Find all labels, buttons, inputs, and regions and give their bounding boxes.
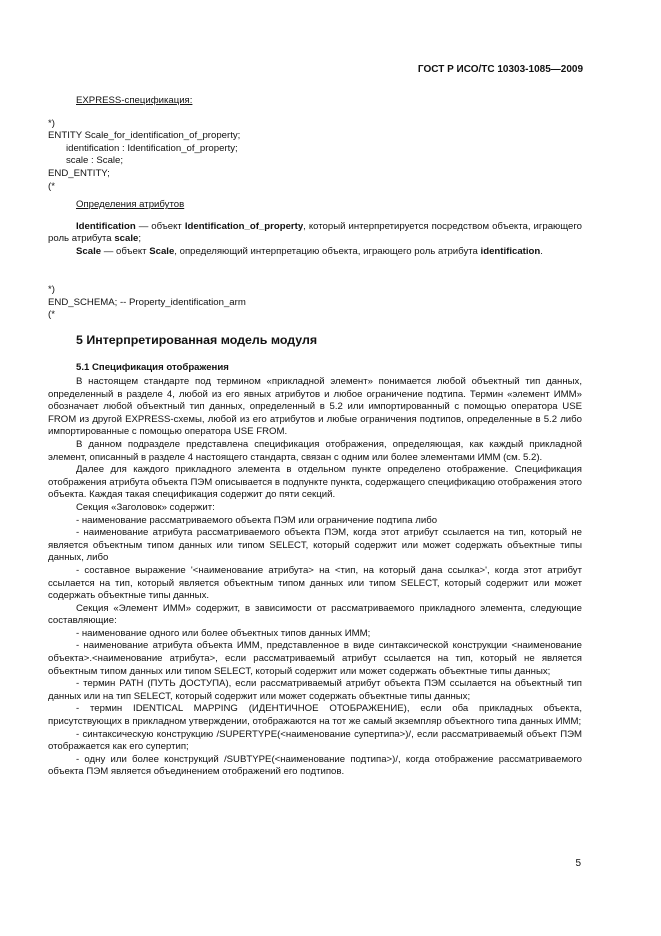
list-item: - термин PATH (ПУТЬ ДОСТУПА), если рассматриваемый атрибут объекта ПЭМ ссылается на объектный тип данных или на тип SELECT, который содержит или может содержать объектные типы данных;: [48, 678, 582, 702]
paragraph: Секция «Элемент ИММ» содержит, в зависимости от рассматриваемого прикладного элемента, следующие составляющие:: [48, 602, 582, 627]
document-id-header: ГОСТ Р ИСО/ТС 10303-1085—2009: [417, 64, 583, 75]
code-line: identification : Identification_of_property;: [66, 142, 238, 154]
attribute-definitions-block: [48, 199, 582, 258]
page-number: 5: [575, 858, 581, 869]
attribute-definition-identification: Identification — объект Identification_of_property, который интерпретируется посредством объекта, играющего роль атрибута scale;: [48, 220, 582, 245]
section-5-1-heading: 5.1 Спецификация отображения: [76, 362, 229, 373]
attribute-definitions-label: Определения атрибутов: [76, 199, 185, 210]
paragraph: В настоящем стандарте под термином «прикладной элемент» понимается любой объектный тип данных, определенный в разделе 4, любой из его явных атрибутов и любое ограничение подтипа. Термин «элемент ИММ» обозначает любой объектный тип данных, определенный в 5.2 или импортированный с помощью оператора USE FROM из другой EXPRESS-схемы, любой из его атрибутов и любые ограничения подтипов, определенные в 5.2 либо импортированные с помощью оператора USE FROM.: [48, 376, 582, 438]
list-item: - наименование атрибута рассматриваемого объекта ПЭМ, когда этот атрибут ссылается на тип, который не является объектным типом данных или типом SELECT, который содержит или может содержать объектные типы данных, либо: [48, 527, 582, 564]
list-item: - термин IDENTICAL MAPPING (ИДЕНТИЧНОЕ ОТОБРАЖЕНИЕ), если оба прикладных объекта, присутствующих в прикладном утверждении, отображаются на тот же самый экземпляр объектного типа данных ИММ;: [48, 703, 582, 728]
express-spec-label: EXPRESS-спецификация:: [76, 95, 193, 106]
list-item: - наименование рассматриваемого объекта ПЭМ или ограничение подтипа либо: [76, 514, 438, 526]
list-item: - синтаксическую конструкцию /SUPERTYPE(<наименование супертипа>)/, если рассматриваемый объект ПЭМ отображается как его супертип;: [48, 728, 582, 753]
section-5-1-body: [48, 376, 582, 779]
code-line: END_SCHEMA; -- Property_identification_arm: [48, 296, 246, 308]
list-item: - одну или более конструкций /SUBTYPE(<наименование подтипа>)/, когда отображение рассматриваемого объекта ПЭМ является объединением отображений его подтипов.: [48, 753, 582, 778]
list-item: - наименование атрибута объекта ИММ, представленное в виде синтаксической конструкции <наименование объекта>.<наименование атрибута>, если рассматриваемый атрибут ссылается на тип, который не является объектным типом данных или типом SELECT, который содержит или может содержать объектные типы данных;: [48, 640, 582, 677]
code-line: *): [48, 117, 55, 129]
list-item: - составное выражение '<наименование атрибута> на <тип, на который дана ссылка>', когда этот атрибут ссылается на тип, который является объектным типом данных или типом SELECT, который содержит или может содержать объектные типы данных.: [48, 564, 582, 602]
code-line: (*: [48, 309, 55, 321]
code-line: (*: [48, 180, 55, 192]
code-line: *): [48, 284, 55, 295]
code-line: scale : Scale;: [66, 155, 124, 167]
code-line: END_ENTITY;: [48, 167, 110, 179]
paragraph: В данном подразделе представлена спецификация отображения, определяющая, как каждый прикладной элемент, описанный в разделе 4 настоящего стандарта, связан с одним или более элементами ИММ (см. 5.2).: [48, 438, 582, 463]
schema-end-block: [48, 284, 582, 322]
code-line: ENTITY Scale_for_identification_of_property;: [48, 130, 241, 142]
paragraph: Далее для каждого прикладного элемента в отдельном пункте определено отображение. Спецификация отображения атрибута объекта ПЭМ описывается в подпункте пункта, содержащего спецификацию отображения этого объекта. Каждая такая спецификация содержит до пяти секций.: [48, 464, 582, 501]
express-spec-block: [48, 95, 582, 193]
attribute-definition-scale: Scale — объект Scale, определяющий интерпретацию объекта, играющего роль атрибута identification.: [76, 245, 543, 257]
paragraph: Секция «Заголовок» содержит:: [76, 501, 215, 513]
list-item: - наименование одного или более объектных типов данных ИММ;: [76, 627, 371, 639]
section-5-heading: 5 Интерпретированная модель модуля: [76, 333, 318, 347]
